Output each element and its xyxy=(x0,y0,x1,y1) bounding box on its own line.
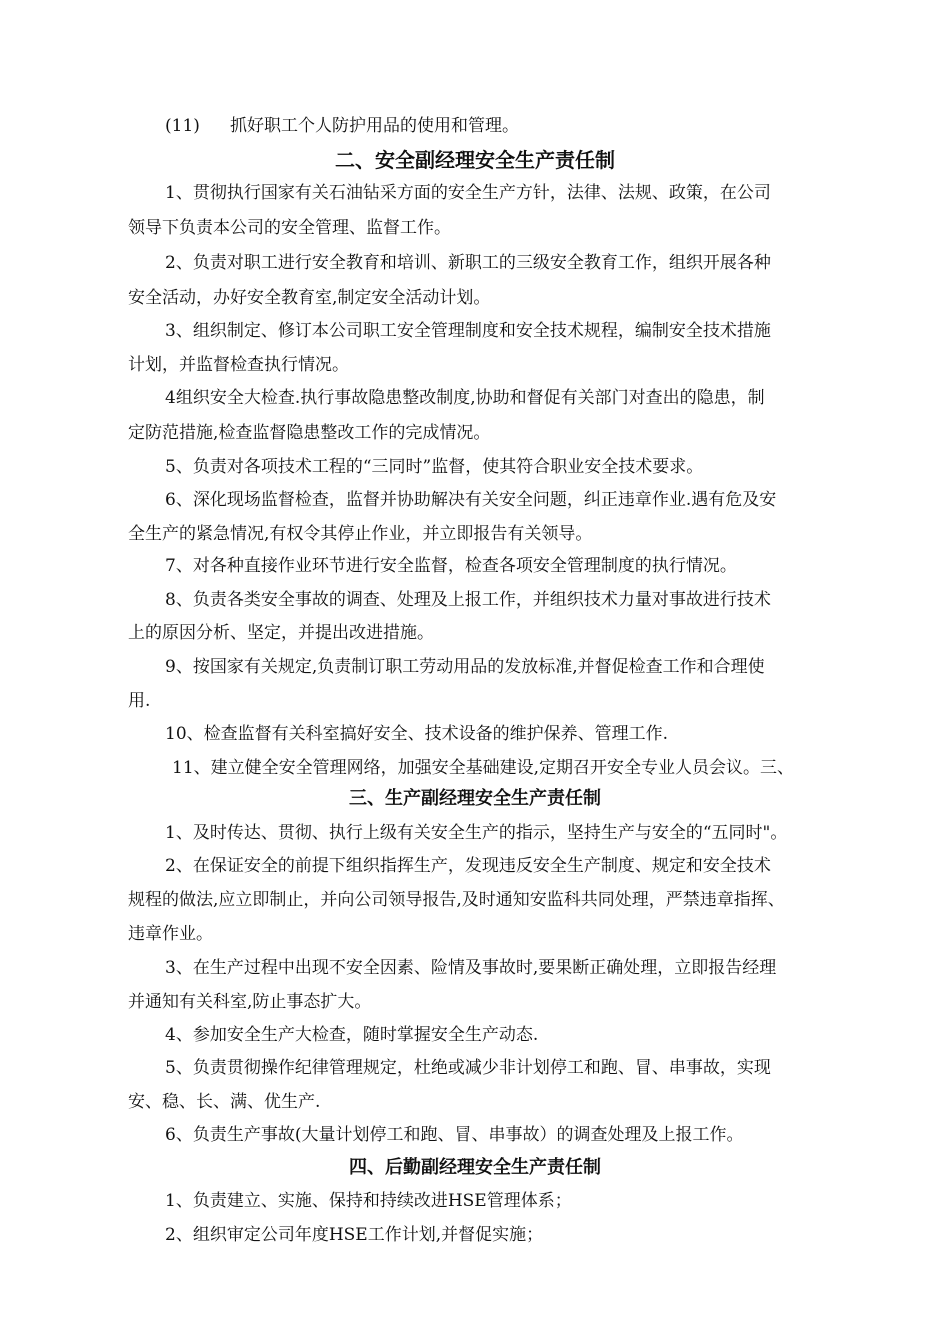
paragraph-line: 领导下负责本公司的安全管理、监督工作。 xyxy=(128,218,451,238)
paragraph-line: 规程的做法,应立即制止，并向公司领导报告,及时通知安监科共同处理，严禁违章指挥、 xyxy=(128,890,785,910)
paragraph-line: 6、负责生产事故(大量计划停工和跑、冒、串事故）的调查处理及上报工作。 xyxy=(165,1125,744,1145)
paragraph-line: 违章作业。 xyxy=(128,924,213,944)
paragraph-line: 2、在保证安全的前提下组织指挥生产，发现违反安全生产制度、规定和安全技术 xyxy=(165,856,771,876)
paragraph-line: 5、负责贯彻操作纪律管理规定，杜绝或减少非计划停工和跑、冒、串事故，实现 xyxy=(165,1058,771,1078)
paragraph-line: 并通知有关科室,防止事态扩大。 xyxy=(128,992,372,1012)
paragraph-line: 10、检查监督有关科室搞好安全、技术设备的维护保养、管理工作. xyxy=(165,724,669,744)
paragraph-line: 4组织安全大检查.执行事故隐患整改制度,协助和督促有关部门对查出的隐患，制 xyxy=(165,388,765,408)
paragraph-line: 1、及时传达、贯彻、执行上级有关安全生产的指示，坚持生产与安全的“五同时"。 xyxy=(165,823,788,843)
paragraph-line: 9、按国家有关规定,负责制订职工劳动用品的发放标准,并督促检查工作和合理使 xyxy=(165,657,765,677)
section-heading-2: 二、安全副经理安全生产责任制 xyxy=(335,148,615,172)
paragraph-line: 全生产的紧急情况,有权令其停止作业，并立即报告有关领导。 xyxy=(128,524,593,544)
paragraph-line: 7、对各种直接作业环节进行安全监督，检查各项安全管理制度的执行情况。 xyxy=(165,556,737,576)
paragraph-line: 计划，并监督检查执行情况。 xyxy=(128,355,349,375)
paragraph-line: 3、在生产过程中出现不安全因素、险情及事故时,要果断正确处理，立即报告经理 xyxy=(165,958,777,978)
paragraph-line: 安、稳、长、满、优生产. xyxy=(128,1092,321,1112)
intro-item-number: (11) xyxy=(165,116,200,136)
paragraph-line: 定防范措施,检查监督隐患整改工作的完成情况。 xyxy=(128,423,491,443)
paragraph-line: 6、深化现场监督检查，监督并协助解决有关安全问题，纠正违章作业.遇有危及安 xyxy=(165,490,777,510)
paragraph-line: 2、组织审定公司年度HSE工作计划,并督促实施； xyxy=(165,1225,544,1245)
paragraph-line: 11、建立健全安全管理网络，加强安全基础建设,定期召开安全专业人员会议。三、 xyxy=(172,758,795,778)
paragraph-line: 2、负责对职工进行安全教育和培训、新职工的三级安全教育工作，组织开展各种 xyxy=(165,253,771,273)
paragraph-line: 8、负责各类安全事故的调查、处理及上报工作，并组织技术力量对事故进行技术 xyxy=(165,590,771,610)
paragraph-line: 4、参加安全生产大检查，随时掌握安全生产动态. xyxy=(165,1025,539,1045)
intro-item-text: 抓好职工个人防护用品的使用和管理。 xyxy=(230,116,519,136)
paragraph-line: 5、负责对各项技术工程的“三同时”监督，使其符合职业安全技术要求。 xyxy=(165,457,704,477)
paragraph-line: 3、组织制定、修订本公司职工安全管理制度和安全技术规程，编制安全技术措施 xyxy=(165,321,771,341)
paragraph-line: 上的原因分析、坚定，并提出改进措施。 xyxy=(128,623,434,643)
section-heading-4: 四、后勤副经理安全生产责任制 xyxy=(349,1157,601,1178)
paragraph-line: 1、贯彻执行国家有关石油钻采方面的安全生产方针，法律、法规、政策，在公司 xyxy=(165,183,771,203)
paragraph-line: 1、负责建立、实施、保持和持续改进HSE管理体系； xyxy=(165,1191,572,1211)
paragraph-line: 安全活动，办好安全教育室,制定安全活动计划。 xyxy=(128,288,491,308)
paragraph-line: 用. xyxy=(128,691,151,711)
section-heading-3: 三、生产副经理安全生产责任制 xyxy=(349,788,601,809)
